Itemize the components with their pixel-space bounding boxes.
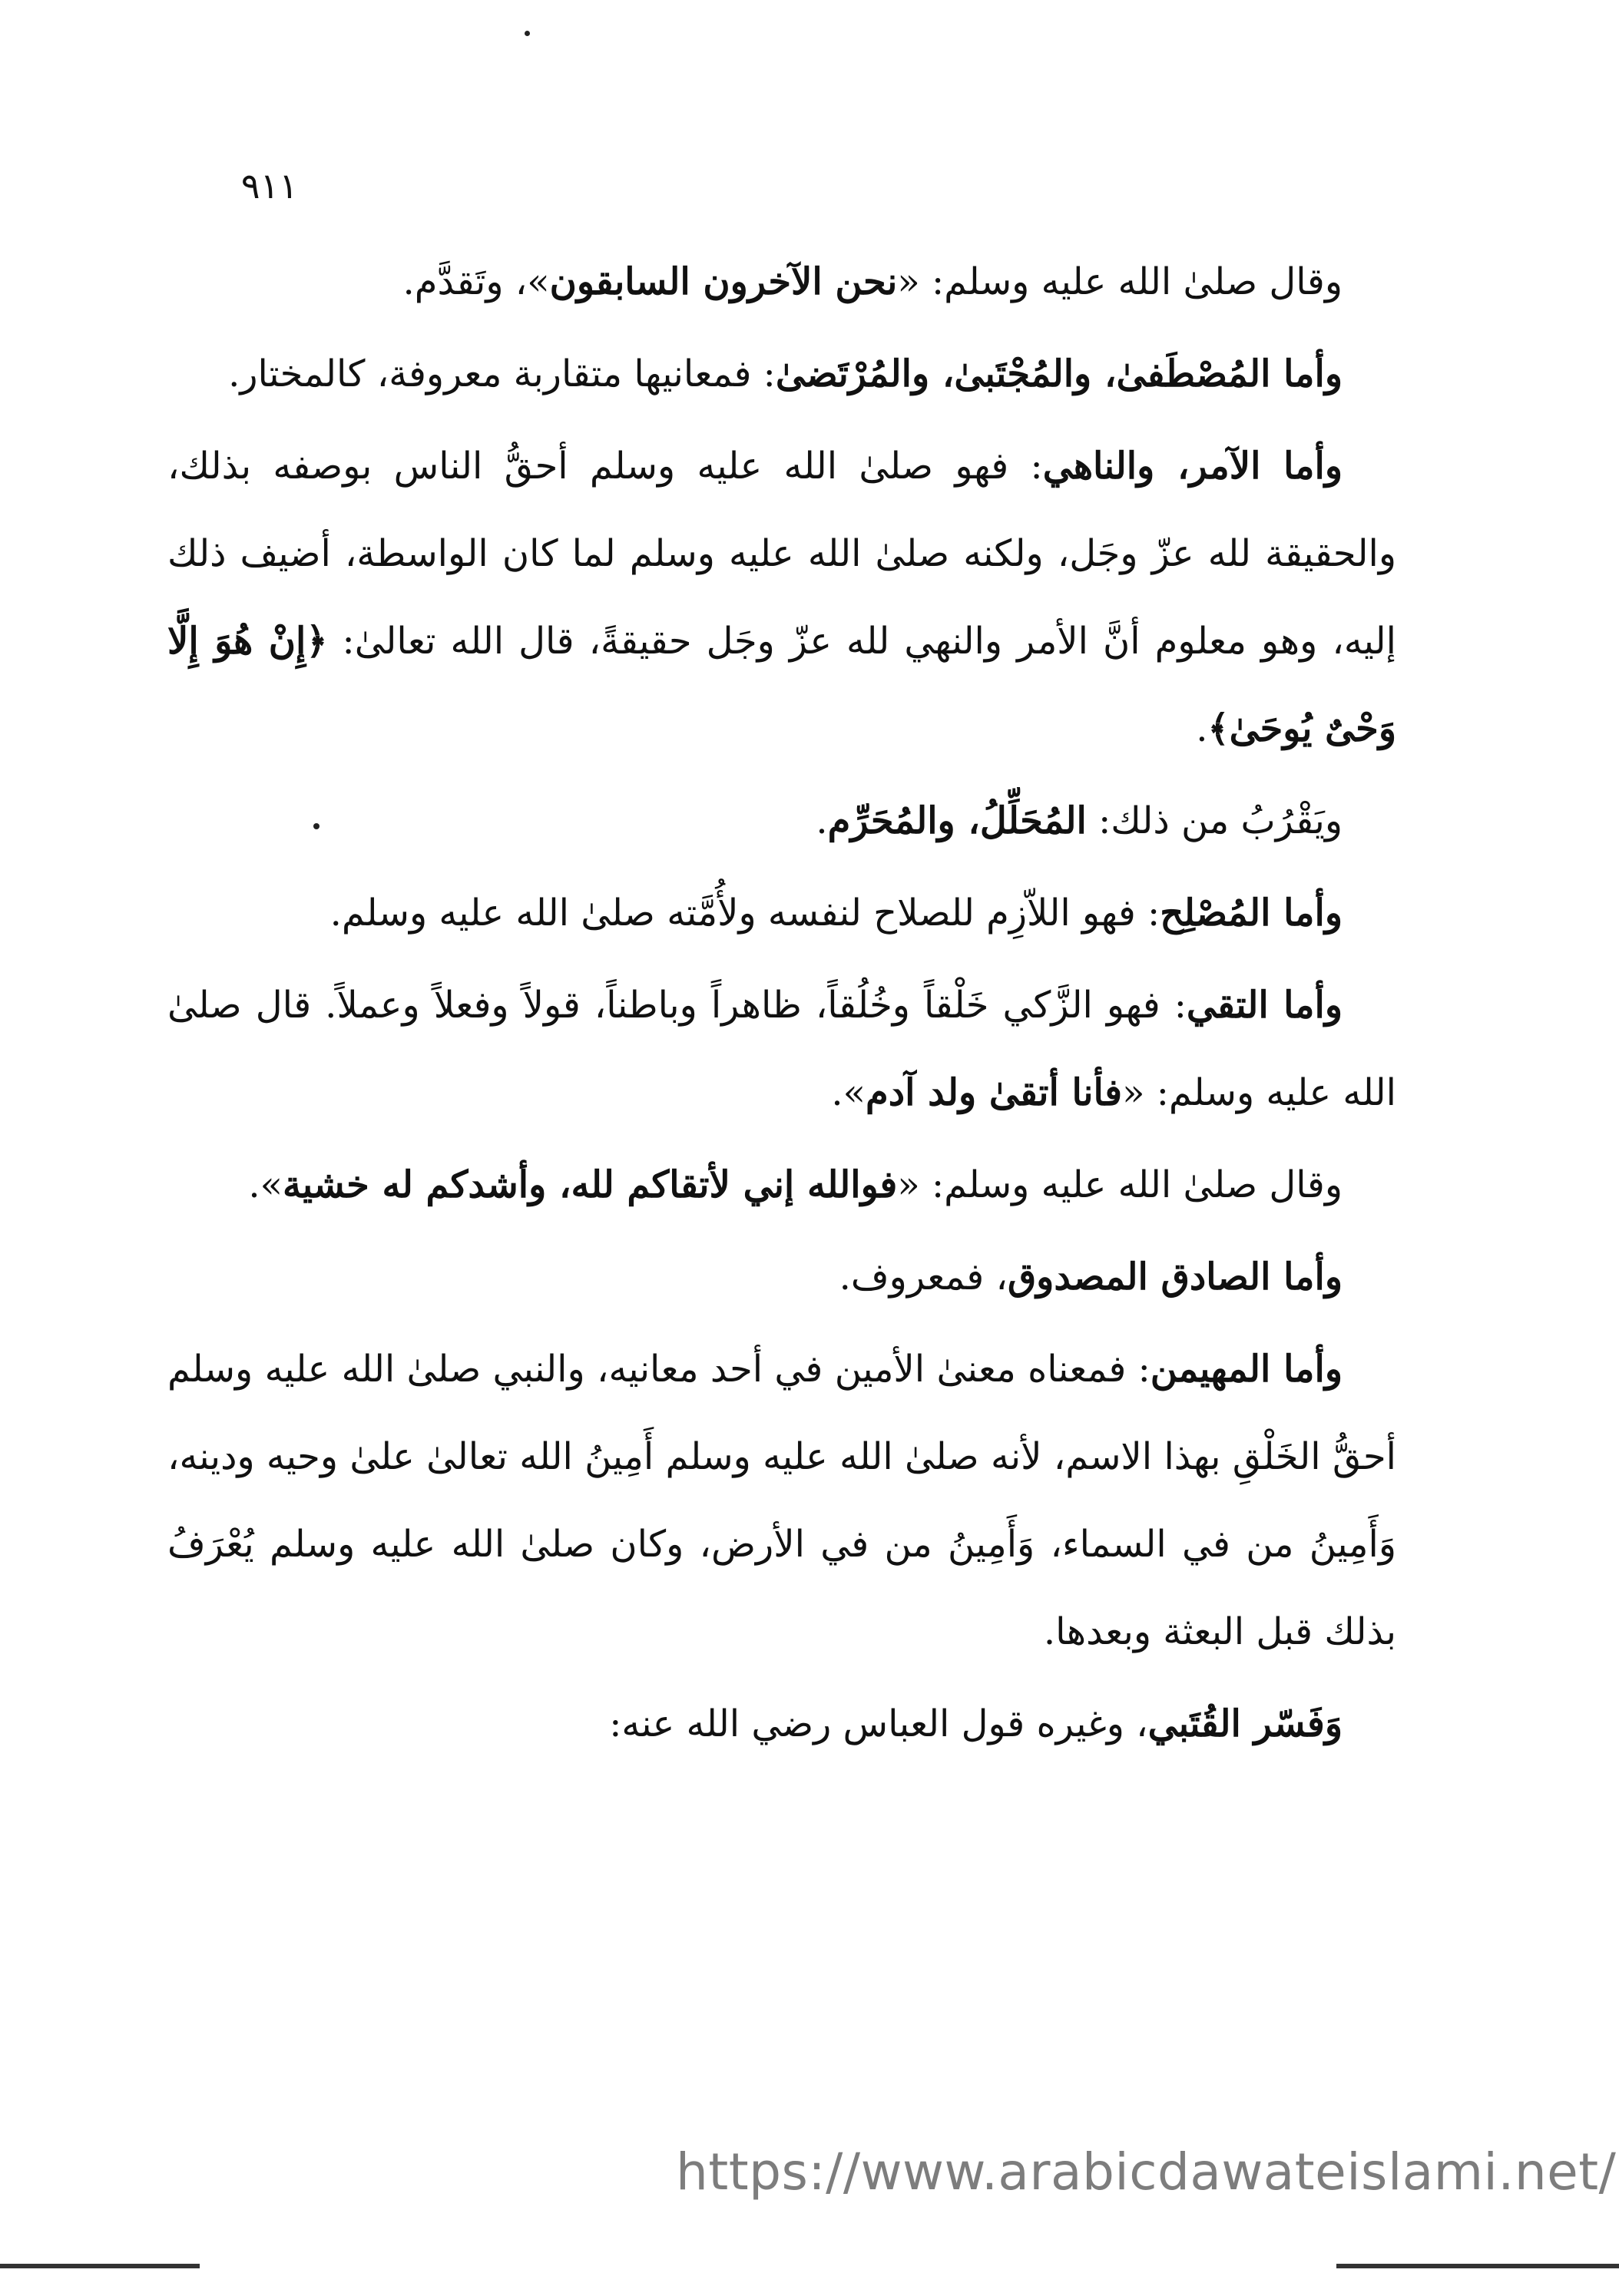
bold-term: وأما التقي xyxy=(1186,984,1343,1027)
body-text xyxy=(167,238,1396,1772)
paragraph-text: ». xyxy=(831,1071,866,1114)
paragraph-text: : فهو الزَّكي خَلْقاً وخُلُقاً، ظاهراً وباطناً، قولاً وفعلاً وعملاً. قال صلىٰ الله عليه وسلم: « xyxy=(167,984,1396,1114)
footer-url: https://www.arabicdawateislami.net/ xyxy=(676,2142,1617,2202)
paragraph xyxy=(167,330,1396,418)
bold-term: وأما المهيمن xyxy=(1150,1348,1343,1391)
paragraph-text: ، وغيره قول العباس رضي الله عنه: xyxy=(609,1702,1148,1745)
paragraph-text: : فهو اللاّزِم للصلاح لنفسه ولأُمَّته صلىٰ الله عليه وسلم. xyxy=(329,892,1160,935)
paragraph-text: وقال صلىٰ الله عليه وسلم: « xyxy=(897,1163,1343,1206)
bold-term: وأما المُصْطَفىٰ، والمُجْتَبىٰ، والمُرْتَضىٰ xyxy=(775,352,1343,395)
bold-term: فأنا أتقىٰ ولد آدم xyxy=(866,1071,1123,1114)
paragraph-text: : فمعناه معنىٰ الأمين في أحد معانيه، والنبي صلىٰ الله عليه وسلم أحقُّ الخَلْقِ بهذا الاسم، لأنه صلىٰ الله عليه وسلم أَمِينُ الله تعالىٰ علىٰ وحيه ودينه، وَأَمِينُ من في السماء، وَأَمِينُ من في الأرض، وكان صلىٰ الله عليه وسلم يُعْرَفُ بذلك قبل البعثة وبعدها. xyxy=(167,1348,1397,1653)
bottom-rule-right xyxy=(1336,2264,1619,2268)
paragraph-text: : فمعانيها متقاربة معروفة، كالمختار. xyxy=(228,352,776,395)
bold-term: ﴿إِنْ هُوَ إِلَّا وَحْىٌ يُوحَىٰ﴾ xyxy=(167,620,1396,750)
paragraph xyxy=(167,777,1396,865)
bold-term: وأما المُصْلِح xyxy=(1160,892,1343,935)
paragraph-text: وقال صلىٰ الله عليه وسلم: « xyxy=(897,260,1343,303)
paragraph-text: . xyxy=(816,799,828,842)
bold-term: المُحَلِّلُ، والمُحَرِّم xyxy=(827,799,1087,842)
paragraph-text: . xyxy=(1196,707,1208,750)
paragraph xyxy=(167,869,1396,957)
paragraph xyxy=(167,1325,1396,1676)
bold-term: فوالله إني لأتقاكم لله، وأشدكم له خشية xyxy=(283,1163,898,1206)
bold-term: وأما الصادق المصدوق xyxy=(1007,1256,1343,1299)
bottom-rule-left xyxy=(0,2264,200,2268)
paragraph-text: »، وتَقدَّم. xyxy=(402,260,550,303)
bold-term: وأما الآمر، والناهي xyxy=(1042,445,1343,488)
bold-term: وَفَسّر القُتَبي xyxy=(1147,1702,1343,1745)
scan-speck-top xyxy=(525,31,530,36)
paragraph xyxy=(167,1141,1396,1229)
paragraph xyxy=(167,961,1396,1136)
paragraph xyxy=(167,1680,1396,1768)
paragraph-text: ». xyxy=(248,1163,283,1206)
paragraph-text: : فهو صلىٰ الله عليه وسلم أحقُّ الناس بوصفه بذلك، والحقيقة لله عزّ وجَل، ولكنه صلىٰ الله عليه وسلم لما كان الواسطة، أضيف ذلك إليه، وهو معلوم أنَّ الأمر والنهي لله عزّ وجَل حقيقةً، قال الله تعالىٰ: xyxy=(167,445,1396,663)
bold-term: نحن الآخرون السابقون xyxy=(549,260,898,303)
page-number: ٩١١ xyxy=(240,165,298,207)
paragraph xyxy=(167,238,1396,326)
paragraph-text: ، فمعروف. xyxy=(839,1256,1008,1299)
paragraph xyxy=(167,422,1396,773)
paragraph-text: ويَقْرُبُ من ذلك: xyxy=(1086,799,1343,842)
paragraph xyxy=(167,1233,1396,1321)
